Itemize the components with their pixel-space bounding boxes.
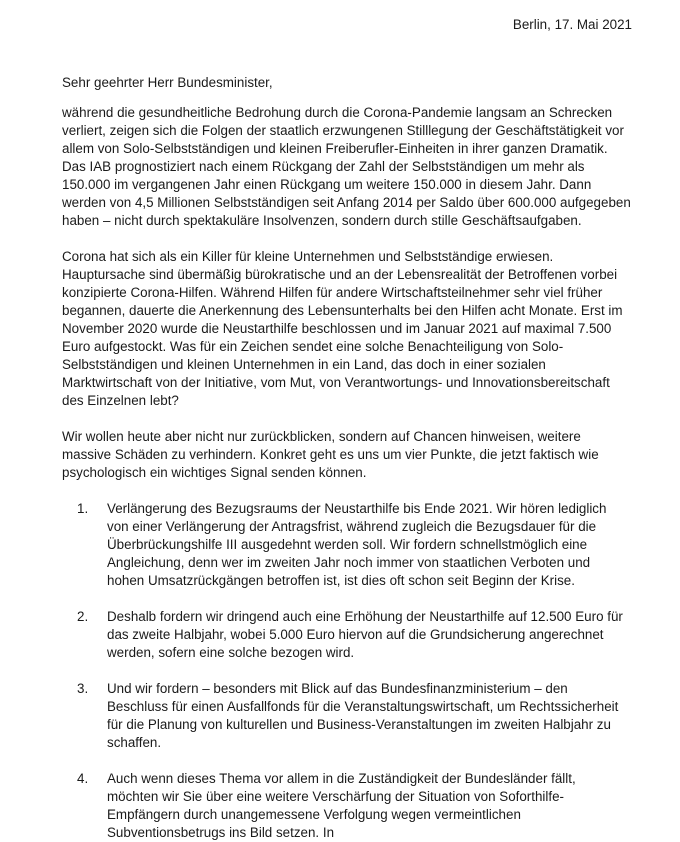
list-item-number: 3. [77,681,89,696]
list-item-text: Auch wenn dieses Thema vor allem in die Zuständigkeit der Bundesländer fällt, möchten wir Sie über eine weitere Verschärfung der Situation von Soforthilfe-Empfängern durch unangemessene Verfolgung wegen vermeintlichen Subventionsbetrugs ins Bild setzen. In [107,771,576,840]
letter-date: Berlin, 17. Mai 2021 [512,17,632,32]
demands-list [62,500,632,842]
paragraph-outlook: Wir wollen heute aber nicht nur zurückblicken, sondern auf Chancen hinweisen, weitere massive Schäden zu verhindern. Konkret geht es uns um vier Punkte, die jetzt faktisch wie psychologisch ein wichtiges Signal senden können. [62,429,599,480]
list-item-text: Verlängerung des Bezugsraums der Neustarthilfe bis Ende 2021. Wir hören lediglich von einer Verlängerung der Antragsfrist, während zugleich die Bezugsdauer für die Überbrückungshilfe III ausgedehnt werden soll. Wir fordern schnellstmöglich eine Angleichung, denn wer im zweiten Jahr noch immer von staatlichen Verboten und hohen Umsatzrückgängen betroffen ist, ist dies oft schon seit Beginn der Krise. [107,501,607,588]
list-item-number: 4. [77,771,89,786]
list-item [62,770,632,842]
list-item [62,500,632,590]
paragraph-corona-killer: Corona hat sich als ein Killer für kleine Unternehmen und Selbstständige erwiesen. Hauptursache sind übermäßig bürokratische und an der Lebensrealität der Betroffenen vorbei konzipierte Corona-Hilfen. Während Hilfen für andere Wirtschaftsteilnehmer sehr viel früher begannen, dauerte die Anerkennung des Lebensunterhalts bei den Hilfen acht Monate. Erst im November 2020 wurde die Neustarthilfe beschlossen und im Januar 2021 auf maximal 7.500 Euro aufgestockt. Was für ein Zeichen sendet eine solche Benachteiligung von Solo-Selbstständigen und kleinen Unternehmen in ein Land, das doch in einer sozialen Marktwirtschaft von der Initiative, vom Mut, von Verantwortungs- und Innovationsbereitschaft des Einzelnen lebt? [62,249,623,408]
list-item-text: Und wir fordern – besonders mit Blick auf das Bundesfinanzministerium – den Beschluss für einen Ausfallfonds für die Veranstaltungswirtschaft, um Rechtssicherheit für die Planung von kulturellen und Business-Veranstaltungen im zweiten Halbjahr zu schaffen. [107,681,619,750]
list-item [62,608,632,662]
list-item [62,680,632,752]
list-item-number: 2. [77,609,89,624]
list-item-text: Deshalb fordern wir dringend auch eine Erhöhung der Neustarthilfe auf 12.500 Euro für das zweite Halbjahr, wobei 5.000 Euro hiervon auf die Grundsicherung angerechnet werden, sofern eine solche bezogen wird. [107,609,623,660]
list-item-number: 1. [77,501,89,516]
paragraph-intro: während die gesundheitliche Bedrohung durch die Corona-Pandemie langsam an Schrecken verliert, zeigen sich die Folgen der staatlich erzwungenen Stilllegung der Geschäftstätigkeit vor allem von Solo-Selbstständigen und kleinen Freiberufler-Einheiten in ihrer ganzen Dramatik. Das IAB prognostiziert nach einem Rückgang der Zahl der Selbstständigen um mehr als 150.000 im vergangenen Jahr einen Rückgang um weitere 150.000 in diesem Jahr. Dann werden von 4,5 Millionen Selbstständigen seit Anfang 2014 per Saldo über 600.000 aufgegeben haben – nicht durch spektakuläre Insolvenzen, sondern durch stille Geschäftsaufgaben. [62,105,631,228]
salutation: Sehr geehrter Herr Bundesminister, [62,75,273,90]
